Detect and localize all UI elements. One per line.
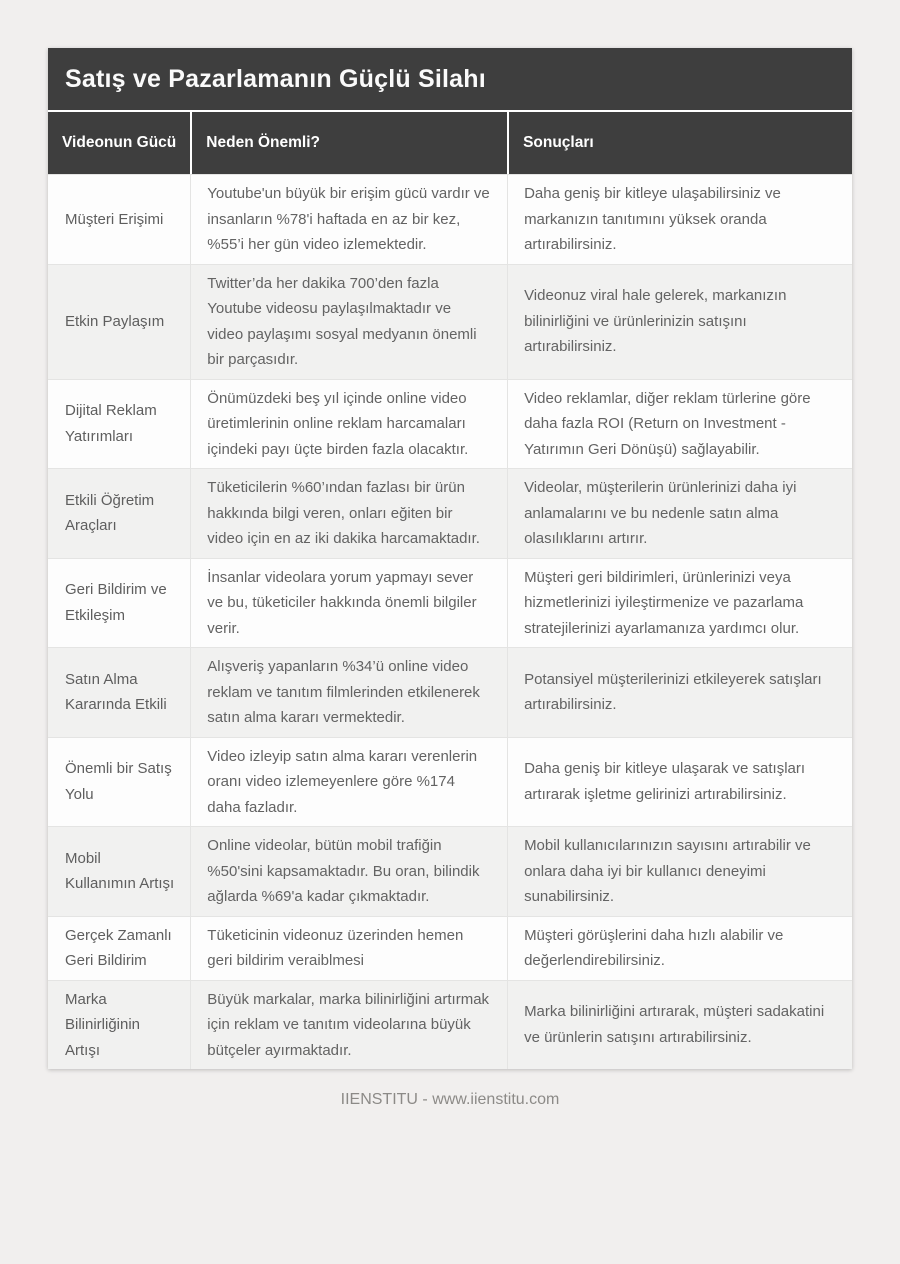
cell-result: Videolar, müşterilerin ürünlerinizi daha iyi anlamalarını ve bu nedenle satın alma olasılıklarını artırır. [507, 469, 852, 558]
table-body [48, 174, 852, 1069]
cell-power: Geri Bildirim ve Etkileşim [65, 581, 167, 624]
cell-power: Önemli bir Satış Yolu [65, 760, 172, 803]
cell-result: Potansiyel müşterilerinizi etkileyerek satışları artırabilirsiniz. [507, 648, 852, 737]
table-row [48, 558, 852, 648]
table-row [48, 174, 852, 264]
table-header-row [48, 110, 852, 174]
footer-credit: IIENSTITU - www.iienstitu.com [340, 1091, 560, 1108]
cell-why: Alışveriş yapanların %34’ü online video reklam ve tanıtım filmlerinden etkilenerek satın alma kararı vermektedir. [190, 648, 507, 737]
cell-why: Büyük markalar, marka bilinirliğini artırmak için reklam ve tanıtım videolarına büyük bütçeler ayırmaktadır. [190, 981, 507, 1070]
cell-result: Video reklamlar, diğer reklam türlerine göre daha fazla ROI (Return on Investment - Yatırımın Geri Dönüşü) sağlayabilir. [507, 380, 852, 469]
cell-result: Müşteri geri bildirimleri, ürünlerinizi veya hizmetlerinizi iyileştirmenize ve pazarlama stratejilerinizi ayarlamanıza yardımcı olur. [507, 559, 852, 648]
cell-power: Dijital Reklam Yatırımları [65, 402, 157, 445]
cell-result: Daha geniş bir kitleye ulaşarak ve satışları artırarak işletme gelirinizi artırabilirsiniz. [507, 738, 852, 827]
cell-why: Online videolar, bütün mobil trafiğin %50'sini kapsamaktadır. Bu oran, bilindik ağlarda %69'a kadar çıkmaktadır. [190, 827, 507, 916]
cell-why: Tüketicilerin %60’ından fazlası bir ürün hakkında bilgi veren, onları eğiten bir video için en az iki dakika harcamaktadır. [190, 469, 507, 558]
cell-power: Gerçek Zamanlı Geri Bildirim [65, 926, 172, 969]
column-header-neden-onemli: Neden Önemli? [190, 112, 507, 174]
table-row [48, 737, 852, 827]
table-row [48, 916, 852, 980]
cell-result: Videonuz viral hale gelerek, markanızın bilinirliğini ve ürünlerinizin satışını artırabilirsiniz. [507, 265, 852, 379]
cell-power: Marka Bilinirliğinin Artışı [65, 990, 141, 1059]
table-card [48, 48, 852, 1069]
table-row [48, 980, 852, 1070]
table-row [48, 468, 852, 558]
cell-result: Daha geniş bir kitleye ulaşabilirsiniz ve markanızın tanıtımını yüksek oranda artırabilirsiniz. [507, 175, 852, 264]
cell-power: Mobil Kullanımın Artışı [65, 849, 175, 893]
column-header-videonun-gucu: Videonun Gücü [62, 133, 177, 151]
table-row [48, 264, 852, 379]
cell-power: Etkin Paylaşım [65, 312, 165, 330]
table-row [48, 826, 852, 916]
cell-why: İnsanlar videolara yorum yapmayı sever ve bu, tüketiciler hakkında önemli bilgiler verir. [190, 559, 507, 648]
page-title: Satış ve Pazarlamanın Güçlü Silahı [48, 48, 852, 110]
cell-result: Mobil kullanıcılarınızın sayısını artırabilir ve onlara daha iyi bir kullanıcı deneyimi sunabilirsiniz. [507, 827, 852, 916]
cell-why: Youtube'un büyük bir erişim gücü vardır ve insanların %78'i haftada en az bir kez, %55’i her gün video izlemektedir. [190, 175, 507, 264]
table-row [48, 647, 852, 737]
cell-why: Tüketicinin videonuz üzerinden hemen geri bildirim veraiblmesi [190, 917, 507, 980]
cell-why: Video izleyip satın alma kararı verenlerin oranı video izlemeyenlere göre %174 daha fazladır. [190, 738, 507, 827]
cell-power: Müşteri Erişimi [65, 210, 164, 228]
cell-power: Etkili Öğretim Araçları [65, 491, 155, 535]
cell-why: Önümüzdeki beş yıl içinde online video üretimlerinin online reklam harcamaları içindeki payı üçte birden fazla olacaktır. [190, 380, 507, 469]
cell-result: Müşteri görüşlerini daha hızlı alabilir ve değerlendirebilirsiniz. [507, 917, 852, 980]
cell-result: Marka bilinirliğini artırarak, müşteri sadakatini ve ürünlerin satışını artırabilirsiniz. [507, 981, 852, 1070]
cell-why: Twitter’da her dakika 700’den fazla Youtube videosu paylaşılmaktadır ve video paylaşımı sosyal medyanın önemli bir parçasıdır. [190, 265, 507, 379]
table-row [48, 379, 852, 469]
cell-power: Satın Alma Kararında Etkili [65, 670, 167, 714]
column-header-sonuclari: Sonuçları [507, 112, 852, 174]
